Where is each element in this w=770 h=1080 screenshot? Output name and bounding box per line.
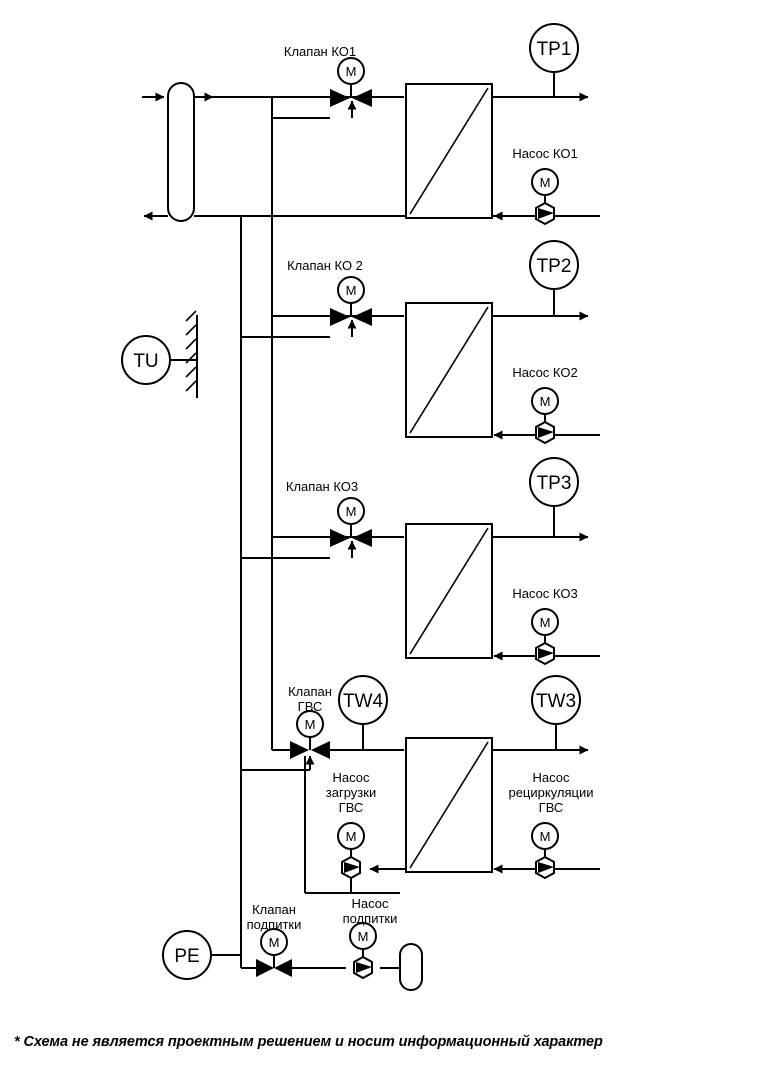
sensor-tu-label: TU xyxy=(133,351,159,372)
valve-dhw-label-line1: Клапан xyxy=(288,684,332,699)
pump-ko2-motor-label: M xyxy=(539,394,551,409)
sensor-tw4-label: TW4 xyxy=(342,691,384,712)
pump-ko3-label: Насос КО3 xyxy=(512,586,578,601)
valve-ko1-motor-label: M xyxy=(345,64,357,79)
pump-ko3-motor-label: M xyxy=(539,615,551,630)
sensor-tp2 xyxy=(530,241,578,316)
circuit-ko1 xyxy=(272,24,600,224)
pump-ko2-label: Насос КО2 xyxy=(512,365,578,380)
sensor-tp2-label: TP2 xyxy=(536,256,572,277)
sensor-pe xyxy=(163,931,241,979)
pump-makeup-label-line2: подпитки xyxy=(342,911,398,926)
valve-ko1[interactable] xyxy=(330,58,372,107)
sensor-tw3 xyxy=(532,676,580,750)
valve-ko3[interactable] xyxy=(330,498,372,547)
pump-dhw-recirc[interactable] xyxy=(532,823,558,878)
pump-ko1[interactable] xyxy=(532,169,558,224)
pump-dhw-recirc-label-line1: Насос xyxy=(532,770,570,785)
pump-dhw-recirc-label-line2: рециркуляции xyxy=(508,785,594,800)
sensor-pe-label: PE xyxy=(174,946,200,967)
pump-ko1-label: Насос КО1 xyxy=(512,146,578,161)
pump-dhw-charge[interactable] xyxy=(338,823,364,878)
pump-dhw-charge-label-line3: ГВС xyxy=(338,800,364,815)
sensor-tp1-label: TP1 xyxy=(536,39,572,60)
pump-makeup-motor-label: M xyxy=(357,929,369,944)
circuit-ko3 xyxy=(241,458,600,664)
valve-dhw-label-line2: ГВС xyxy=(297,699,323,714)
expansion-tank xyxy=(400,944,422,990)
valve-dhw-motor-label: M xyxy=(304,717,316,732)
pump-ko2[interactable] xyxy=(532,388,558,443)
valve-makeup-motor-label: M xyxy=(268,935,280,950)
sensor-tp3 xyxy=(530,458,578,537)
pump-ko3[interactable] xyxy=(532,609,558,664)
distribution-manifold xyxy=(142,83,194,221)
valve-ko1-label: Клапан КО1 xyxy=(283,44,357,59)
pump-makeup-label-line1: Насос xyxy=(351,896,389,911)
sensor-tw3-label: TW3 xyxy=(535,691,577,712)
pump-dhw-charge-label-line2: загрузки xyxy=(325,785,377,800)
pump-dhw-charge-label-line1: Насос xyxy=(332,770,370,785)
footnote-text: * Схема не является проектным решением и носит информационный характер xyxy=(14,1034,603,1050)
valve-ko3-label: Клапан КО3 xyxy=(285,479,359,494)
valve-makeup-label-line1: Клапан xyxy=(252,902,296,917)
supply-header xyxy=(194,97,404,968)
valve-makeup[interactable] xyxy=(256,929,292,977)
pump-ko1-motor-label: M xyxy=(539,175,551,190)
makeup-line xyxy=(163,896,422,990)
circuit-ko2 xyxy=(241,241,600,443)
pump-dhw-recirc-label-line3: ГВС xyxy=(538,800,564,815)
valve-ko2-label: Клапан КО 2 xyxy=(287,258,363,273)
circuit-dhw xyxy=(241,676,600,893)
sensor-tp1 xyxy=(530,24,578,97)
sensor-tu-group xyxy=(122,311,197,398)
valve-makeup-label-line2: подпитки xyxy=(246,917,302,932)
valve-ko3-motor-label: M xyxy=(345,504,357,519)
sensor-tw4 xyxy=(339,676,387,750)
valve-dhw[interactable] xyxy=(290,711,330,759)
pump-makeup[interactable] xyxy=(350,923,376,978)
valve-ko2-motor-label: M xyxy=(345,283,357,298)
pump-dhw-recirc-motor-label: M xyxy=(539,829,551,844)
valve-ko2[interactable] xyxy=(330,277,372,326)
sensor-tp3-label: TP3 xyxy=(536,473,572,494)
pump-dhw-charge-motor-label: M xyxy=(345,829,357,844)
